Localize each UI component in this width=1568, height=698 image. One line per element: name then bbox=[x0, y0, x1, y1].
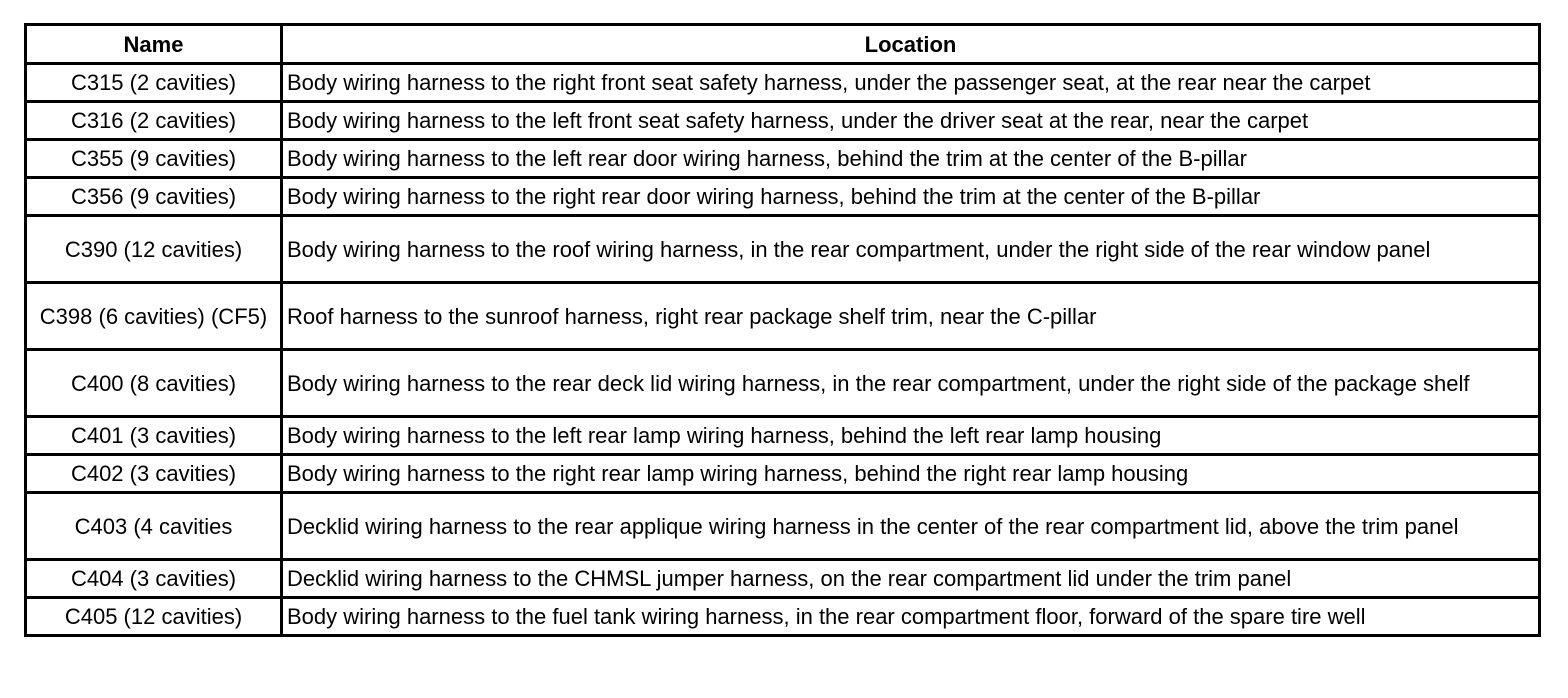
connector-name-cell: C315 (2 cavities) bbox=[26, 64, 282, 102]
connector-location-cell: Body wiring harness to the left rear door wiring harness, behind the trim at the center of the B-pillar bbox=[282, 140, 1540, 178]
connector-location-cell: Body wiring harness to the right front seat safety harness, under the passenger seat, at the rear near the carpet bbox=[282, 64, 1540, 102]
connector-name-cell: C402 (3 cavities) bbox=[26, 455, 282, 493]
table-row bbox=[26, 493, 1540, 560]
table-row bbox=[26, 350, 1540, 417]
connector-location-table bbox=[24, 23, 1541, 637]
table-row bbox=[26, 102, 1540, 140]
connector-location-cell: Decklid wiring harness to the rear applique wiring harness in the center of the rear compartment lid, above the trim panel bbox=[282, 493, 1540, 560]
connector-location-cell: Body wiring harness to the fuel tank wiring harness, in the rear compartment floor, forward of the spare tire well bbox=[282, 598, 1540, 636]
connector-name-cell: C401 (3 cavities) bbox=[26, 417, 282, 455]
connector-name-cell: C404 (3 cavities) bbox=[26, 560, 282, 598]
table-header-row bbox=[26, 25, 1540, 64]
column-header-location: Location bbox=[282, 25, 1540, 64]
table-row bbox=[26, 216, 1540, 283]
table-row bbox=[26, 560, 1540, 598]
connector-table-frame bbox=[24, 23, 1538, 637]
table-row bbox=[26, 455, 1540, 493]
table-row bbox=[26, 283, 1540, 350]
connector-name-cell: C405 (12 cavities) bbox=[26, 598, 282, 636]
connector-name-cell: C400 (8 cavities) bbox=[26, 350, 282, 417]
table-row bbox=[26, 417, 1540, 455]
connector-location-cell: Decklid wiring harness to the CHMSL jumper harness, on the rear compartment lid under the trim panel bbox=[282, 560, 1540, 598]
column-header-name: Name bbox=[26, 25, 282, 64]
connector-location-cell: Body wiring harness to the rear deck lid wiring harness, in the rear compartment, under the right side of the package shelf bbox=[282, 350, 1540, 417]
connector-name-cell: C316 (2 cavities) bbox=[26, 102, 282, 140]
connector-name-cell: C398 (6 cavities) (CF5) bbox=[26, 283, 282, 350]
connector-location-cell: Body wiring harness to the right rear door wiring harness, behind the trim at the center of the B-pillar bbox=[282, 178, 1540, 216]
table-row bbox=[26, 178, 1540, 216]
table-row bbox=[26, 64, 1540, 102]
connector-location-cell: Roof harness to the sunroof harness, right rear package shelf trim, near the C-pillar bbox=[282, 283, 1540, 350]
table-row bbox=[26, 598, 1540, 636]
connector-name-cell: C390 (12 cavities) bbox=[26, 216, 282, 283]
connector-location-cell: Body wiring harness to the right rear lamp wiring harness, behind the right rear lamp housing bbox=[282, 455, 1540, 493]
connector-location-cell: Body wiring harness to the roof wiring harness, in the rear compartment, under the right side of the rear window panel bbox=[282, 216, 1540, 283]
connector-name-cell: C403 (4 cavities bbox=[26, 493, 282, 560]
connector-location-cell: Body wiring harness to the left front seat safety harness, under the driver seat at the rear, near the carpet bbox=[282, 102, 1540, 140]
connector-name-cell: C356 (9 cavities) bbox=[26, 178, 282, 216]
connector-name-cell: C355 (9 cavities) bbox=[26, 140, 282, 178]
table-row bbox=[26, 140, 1540, 178]
connector-location-cell: Body wiring harness to the left rear lamp wiring harness, behind the left rear lamp housing bbox=[282, 417, 1540, 455]
